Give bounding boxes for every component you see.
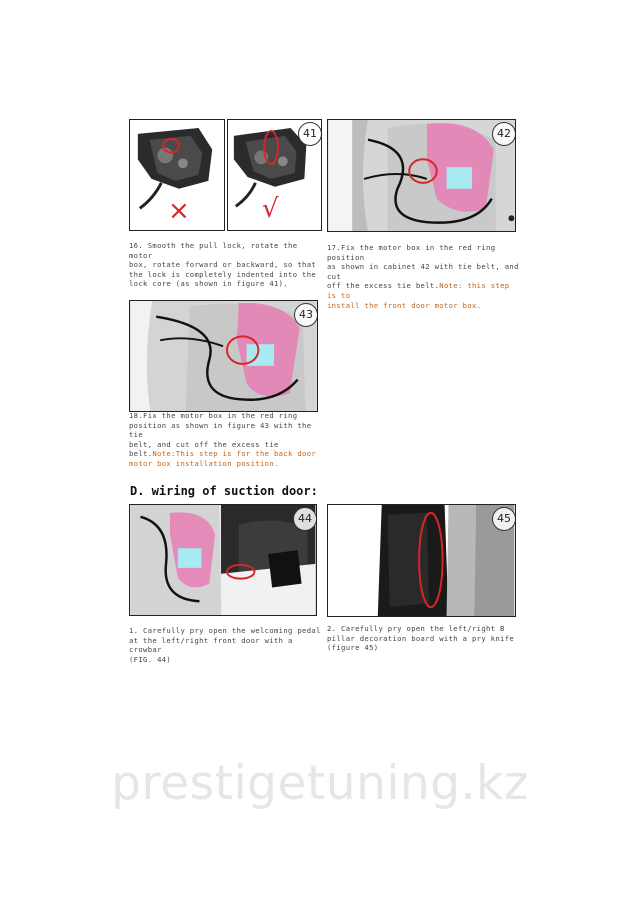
figure-42-badge: 42	[492, 122, 516, 146]
figure-44-badge: 44	[293, 507, 317, 531]
wiring-step-2-caption: 2. Carefully pry open the left/right B pillar decoration board with a pry knife (figure 45)	[327, 624, 515, 653]
watermark: prestigetuning.kz	[111, 756, 529, 811]
step-18-caption: 18.Fix the motor box in the red ring position as shown in figure 43 with the tie belt, and cut off the excess tie belt.Note:This step is for the back door motor box installation position.	[129, 411, 317, 468]
figure-43-badge: 43	[294, 303, 318, 327]
figure-41-badge: 41	[298, 122, 322, 146]
step-17-caption: 17.Fix the motor box in the red ring position as shown in cabinet 42 with tie belt, and cut off the excess tie belt.Note: this step is to install the front door motor box.	[327, 243, 519, 310]
wrong-mark: ×	[168, 196, 190, 226]
figure-45-photo	[327, 504, 516, 617]
figure-42-photo	[327, 119, 516, 232]
figure-44-photo	[129, 504, 317, 616]
figure-45-badge: 45	[492, 507, 516, 531]
figure-41-wrong-photo	[129, 119, 225, 231]
figure-41-right-photo	[227, 119, 322, 231]
wiring-step-1-caption: 1. Carefully pry open the welcoming pedal at the left/right front door with a crowbar (FIG. 44)	[129, 626, 321, 664]
figure-43-photo	[129, 300, 318, 412]
right-mark: √	[262, 194, 279, 224]
step-16-caption: 16. Smooth the pull lock, rotate the motor box, rotate forward or backward, so that the lock is completely indented into the lock core (as shown in figure 41).	[129, 241, 317, 289]
section-heading: D. wiring of suction door:	[130, 484, 318, 498]
